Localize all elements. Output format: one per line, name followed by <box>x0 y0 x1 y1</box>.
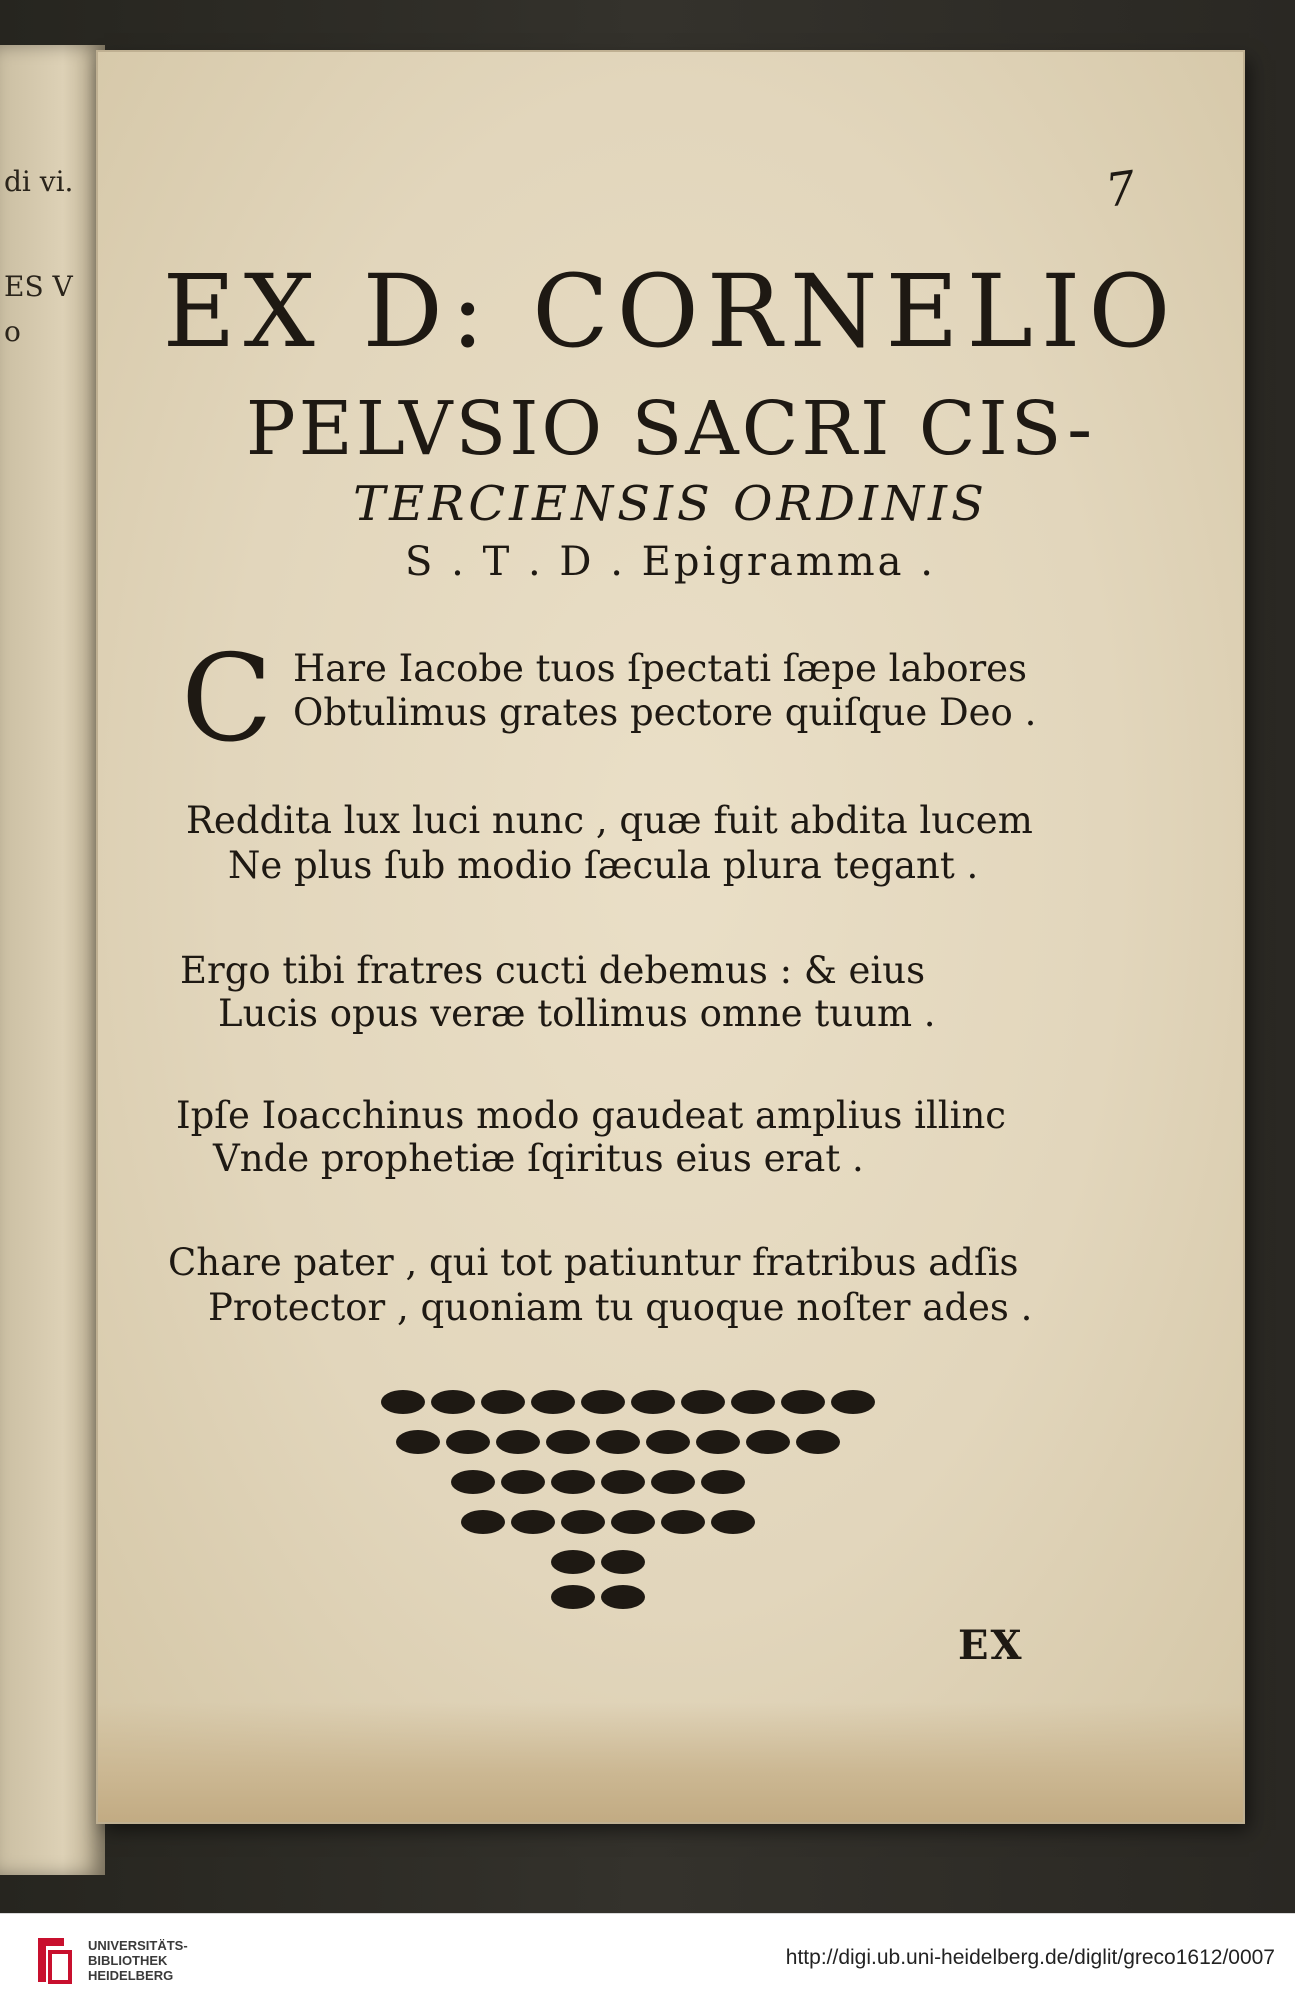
verse-line: Chare pater , qui tot patiuntur fratribus adſis <box>168 1241 1019 1284</box>
verse-line: Ergo tibi fratres cucti debemus : & eius <box>180 949 926 992</box>
viewer-footer <box>0 1913 1295 2008</box>
title-line-4: S . T . D . Epigramma . <box>405 539 936 585</box>
verse-line: Ne plus ſub modio ſæcula plura tegant . <box>228 844 979 887</box>
printer-ornament-icon <box>373 1382 973 1652</box>
drop-cap: C <box>181 630 273 769</box>
verse-line: Hare Iacobe tuos ſpectati ſæpe labores <box>293 647 1028 690</box>
library-name <box>88 1938 188 1983</box>
verse-line: Protector , quoniam tu quoque noſter ades . <box>208 1286 1033 1329</box>
title-line-1: EX D: CORNELIO <box>162 253 1179 370</box>
page-number: 7 <box>1102 160 1139 218</box>
facing-page-fragment: o <box>4 315 21 348</box>
verse-line: Lucis opus veræ tollimus omne tuum . <box>218 992 936 1035</box>
catchword: EX <box>958 1622 1024 1669</box>
source-url[interactable]: http://digi.ub.uni-heidelberg.de/diglit/greco1612/0007 <box>785 1946 1275 1969</box>
library-name-line: UNIVERSITÄTS- <box>88 1938 188 1953</box>
facing-page-edge <box>0 45 105 1875</box>
library-name-line: HEIDELBERG <box>88 1968 174 1983</box>
verse-line: Ipſe Ioacchinus modo gaudeat amplius illinc <box>176 1094 1007 1137</box>
facing-page-fragment: di vi. <box>4 165 74 198</box>
verse-line: Reddita lux luci nunc , quæ fuit abdita lucem <box>186 799 1033 842</box>
verse-line: Obtulimus grates pectore quiſque Deo . <box>293 691 1037 734</box>
book-page <box>98 52 1243 1822</box>
library-logo-icon <box>34 1934 74 1986</box>
title-line-3: TERCIENSIS ORDINIS <box>353 476 988 532</box>
verse-line: Vnde prophetiæ ſqiritus eius erat . <box>213 1137 864 1180</box>
library-name-line: BIBLIOTHEK <box>88 1953 168 1968</box>
facing-page-fragment: ES V <box>4 270 73 303</box>
title-line-2: PELVSIO SACRI CIS- <box>245 386 1096 472</box>
